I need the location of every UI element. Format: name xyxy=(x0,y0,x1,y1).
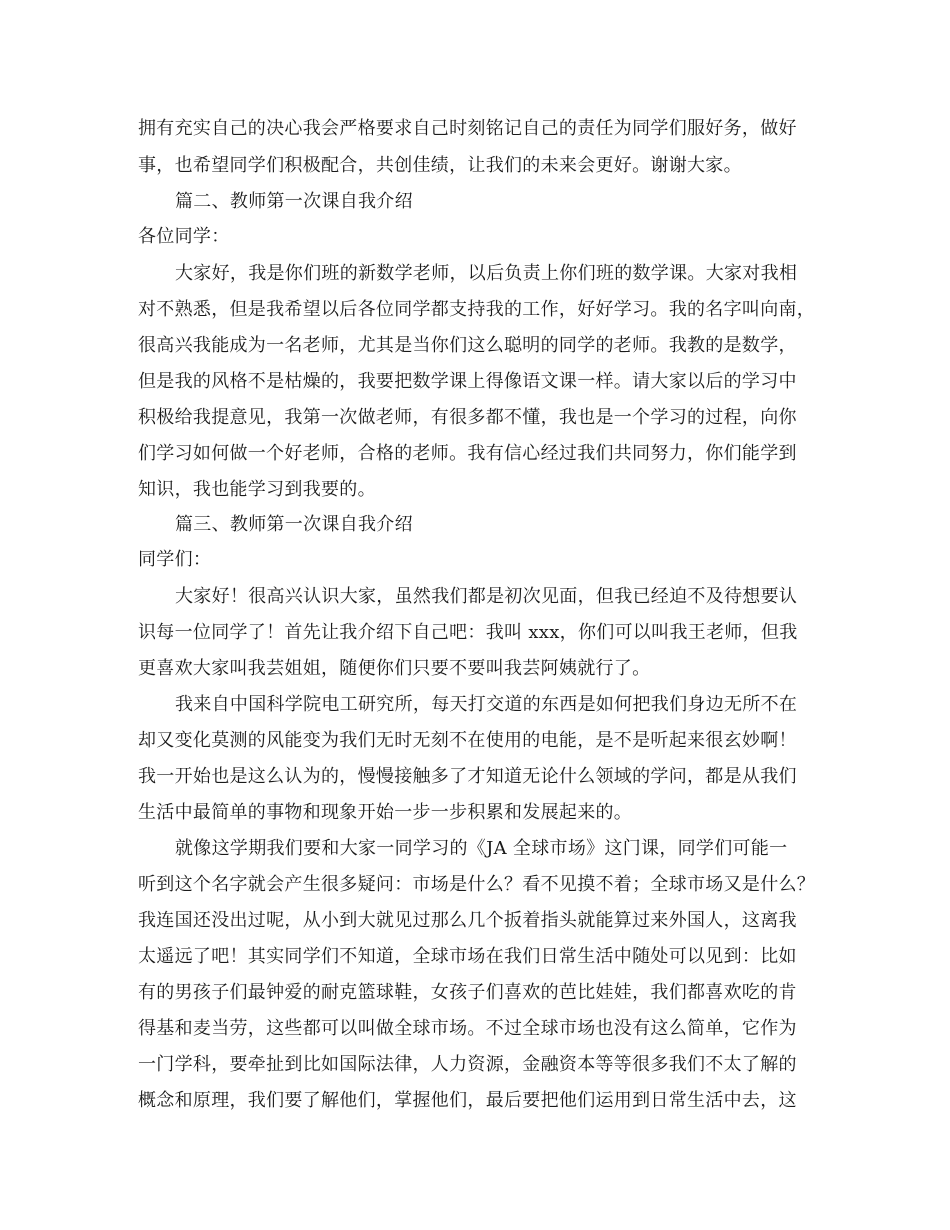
salutation: 同学们： xyxy=(138,549,212,570)
section-heading: 篇二、教师第一次课自我介绍 xyxy=(175,191,413,212)
salutation: 各位同学： xyxy=(138,226,230,247)
text-line: 们学习如何做一个好老师，合格的老师。我有信心经过我们共同努力，你们能学到 xyxy=(138,443,797,464)
text-line: 却又变化莫测的风能变为我们无时无刻不在使用的电能，是不是听起来很玄妙啊！ xyxy=(138,730,797,751)
text-line: 听到这个名字就会产生很多疑问：市场是什么？看不见摸不着；全球市场又是什么？ xyxy=(138,874,816,895)
text-line: 拥有充实自己的决心我会严格要求自己时刻铭记自己的责任为同学们服好务，做好 xyxy=(138,118,797,139)
text-line: 太遥远了吧！其实同学们不知道，全球市场在我们日常生活中随处可以见到：比如 xyxy=(138,946,797,967)
text-line: 生活中最简单的事物和现象开始一步一步积累和发展起来的。 xyxy=(138,802,633,823)
text-line: 知识，我也能学习到我要的。 xyxy=(138,479,376,500)
text-line: 得基和麦当劳，这些都可以叫做全球市场。不过全球市场也没有这么简单，它作为 xyxy=(138,1018,797,1039)
text-line: 一门学科，要牵扯到比如国际法律，人力资源，金融资本等等很多我们不太了解的 xyxy=(138,1054,797,1075)
text-line: 有的男孩子们最钟爱的耐克篮球鞋，女孩子们喜欢的芭比娃娃，我们都喜欢吃的肯 xyxy=(138,982,797,1003)
text-line: 更喜欢大家叫我芸姐姐，随便你们只要不要叫我芸阿姨就行了。 xyxy=(138,658,651,679)
text-line: 识每一位同学了！首先让我介绍下自己吧：我叫 xxx，你们可以叫我王老师，但我 xyxy=(138,622,798,643)
text-line: 积极给我提意见，我第一次做老师，有很多都不懂，我也是一个学习的过程，向你 xyxy=(138,407,797,428)
text-line: 很高兴我能成为一名老师，尤其是当你们这么聪明的同学的老师。我教的是数学， xyxy=(138,335,797,356)
text-line: 大家好，我是你们班的新数学老师，以后负责上你们班的数学课。大家对我相 xyxy=(175,263,798,284)
text-line: 我一开始也是这么认为的，慢慢接触多了才知道无论什么领域的学问，都是从我们 xyxy=(138,766,797,787)
section-heading: 篇三、教师第一次课自我介绍 xyxy=(175,514,413,535)
text-line: 就像这学期我们要和大家一同学习的《JA 全球市场》这门课，同学们可能一 xyxy=(175,838,788,859)
text-line: 对不熟悉，但是我希望以后各位同学都支持我的工作，好好学习。我的名字叫向南， xyxy=(138,299,816,320)
text-line: 我来自中国科学院电工研究所，每天打交道的东西是如何把我们身边无所不在 xyxy=(175,694,798,715)
text-line: 但是我的风格不是枯燥的，我要把数学课上得像语文课一样。请大家以后的学习中 xyxy=(138,371,797,392)
text-line: 我连国还没出过呢，从小到大就见过那么几个扳着指头就能算过来外国人，这离我 xyxy=(138,910,797,931)
text-line: 概念和原理，我们要了解他们，掌握他们，最后要把他们运用到日常生活中去，这 xyxy=(138,1090,797,1111)
text-line: 事，也希望同学们积极配合，共创佳绩，让我们的未来会更好。谢谢大家。 xyxy=(138,155,742,176)
text-line: 大家好！很高兴认识大家，虽然我们都是初次见面，但我已经迫不及待想要认 xyxy=(175,586,798,607)
